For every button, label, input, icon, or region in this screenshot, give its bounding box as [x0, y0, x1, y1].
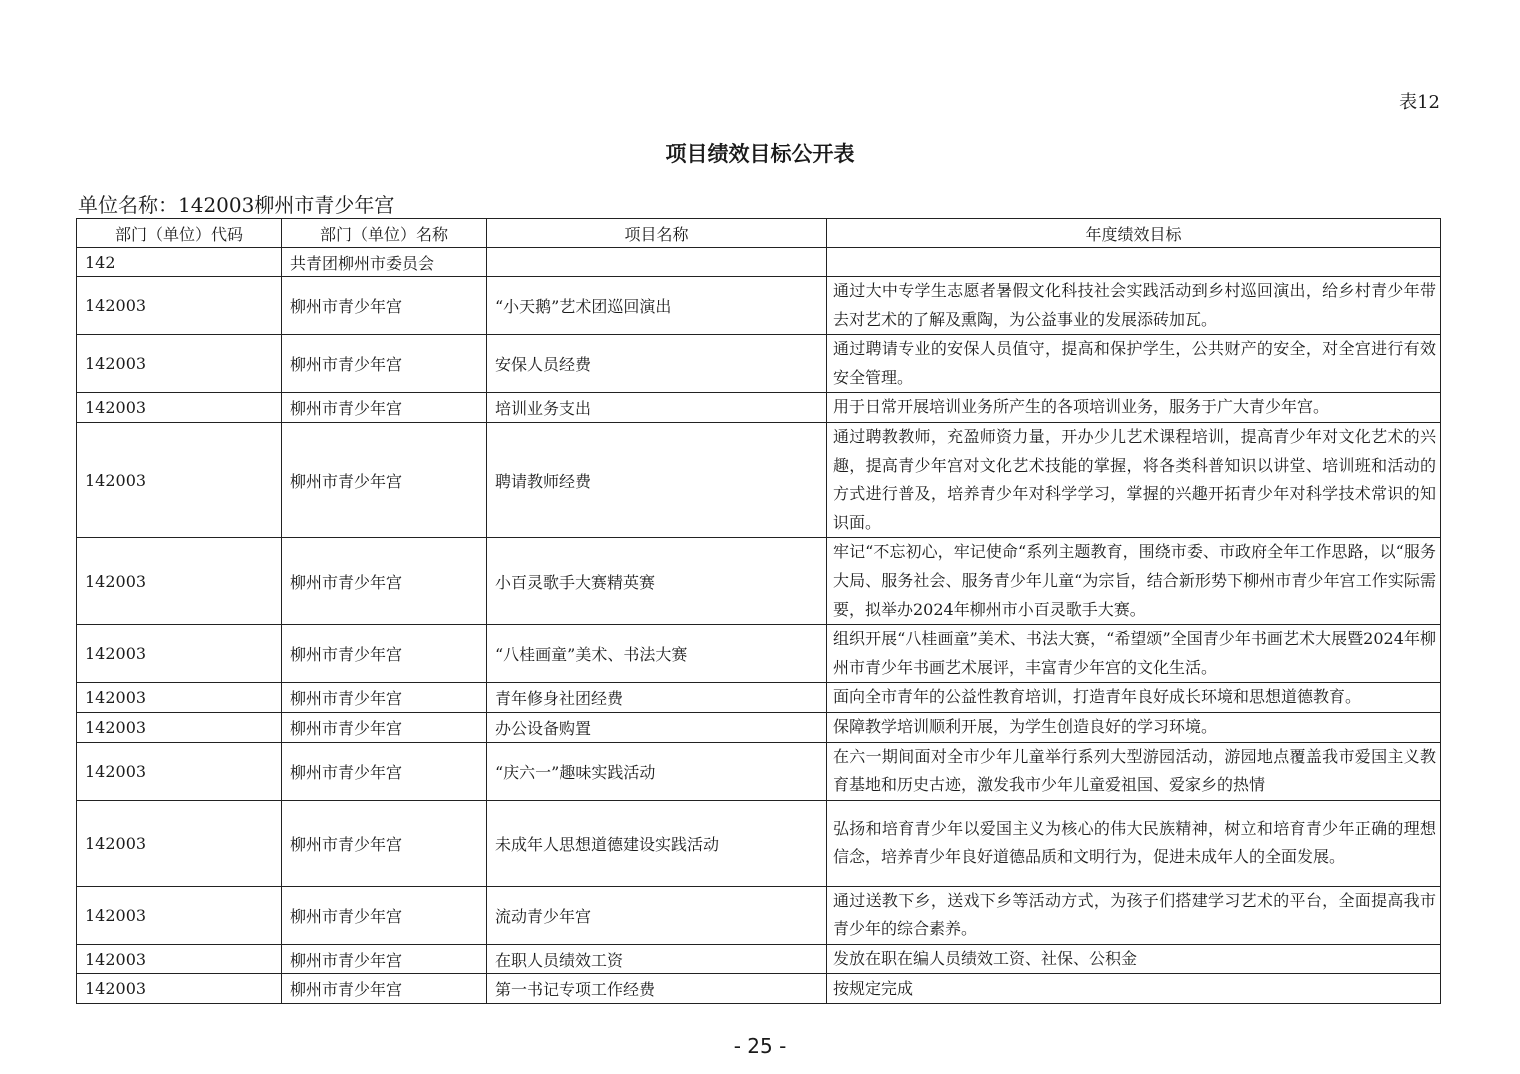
- table-row: [77, 538, 1441, 625]
- cell-goal: [827, 248, 1441, 277]
- cell-project: 聘请教师经费: [487, 422, 827, 537]
- cell-code: 142003: [77, 944, 282, 974]
- cell-project: [487, 248, 827, 277]
- cell-dept: 柳州市青少年宫: [282, 886, 487, 944]
- cell-project: “小天鹅”艺术团巡回演出: [487, 277, 827, 335]
- cell-goal: 牢记“不忘初心，牢记使命“系列主题教育，围绕市委、市政府全年工作思路，以“服务大局、服务社会、服务青少年儿童“为宗旨，结合新形势下柳州市青少年宫工作实际需要，拟举办2024年柳州市小百灵歌手大赛。: [827, 538, 1441, 625]
- table-row: [77, 393, 1441, 423]
- cell-dept: 柳州市青少年宫: [282, 393, 487, 423]
- table-row: [77, 712, 1441, 742]
- cell-code: 142003: [77, 538, 282, 625]
- cell-project: 办公设备购置: [487, 712, 827, 742]
- cell-project: 第一书记专项工作经费: [487, 974, 827, 1004]
- cell-dept: 柳州市青少年宫: [282, 538, 487, 625]
- cell-code: 142: [77, 248, 282, 277]
- cell-goal: 通过大中专学生志愿者暑假文化科技社会实践活动到乡村巡回演出，给乡村青少年带去对艺术的了解及熏陶，为公益事业的发展添砖加瓦。: [827, 277, 1441, 335]
- cell-code: 142003: [77, 393, 282, 423]
- cell-project: 青年修身社团经费: [487, 683, 827, 713]
- table-row: [77, 742, 1441, 800]
- cell-dept: 柳州市青少年宫: [282, 683, 487, 713]
- cell-project: 流动青少年宫: [487, 886, 827, 944]
- table-row: [77, 248, 1441, 277]
- cell-goal: 面向全市青年的公益性教育培训，打造青年良好成长环境和思想道德教育。: [827, 683, 1441, 713]
- table-row: [77, 944, 1441, 974]
- cell-project: 在职人员绩效工资: [487, 944, 827, 974]
- page-title: 项目绩效目标公开表: [665, 142, 855, 166]
- cell-code: 142003: [77, 335, 282, 393]
- cell-goal: 按规定完成: [827, 974, 1441, 1004]
- cell-project: “八桂画童”美术、书法大赛: [487, 625, 827, 683]
- table-row: [77, 335, 1441, 393]
- cell-project: 未成年人思想道德建设实践活动: [487, 800, 827, 886]
- cell-code: 142003: [77, 625, 282, 683]
- cell-code: 142003: [77, 683, 282, 713]
- cell-dept: 柳州市青少年宫: [282, 712, 487, 742]
- cell-code: 142003: [77, 886, 282, 944]
- performance-target-table: [76, 218, 1441, 1004]
- unit-name-label: 单位名称：142003柳州市青少年宫: [78, 193, 395, 217]
- cell-goal: 保障教学培训顺利开展，为学生创造良好的学习环境。: [827, 712, 1441, 742]
- table-row: [77, 974, 1441, 1004]
- cell-code: 142003: [77, 800, 282, 886]
- table-row: [77, 277, 1441, 335]
- cell-project: 培训业务支出: [487, 393, 827, 423]
- cell-goal: 通过聘请专业的安保人员值守，提高和保护学生，公共财产的安全，对全宫进行有效安全管理。: [827, 335, 1441, 393]
- cell-project: 小百灵歌手大赛精英赛: [487, 538, 827, 625]
- cell-code: 142003: [77, 742, 282, 800]
- cell-project: “庆六一”趣味实践活动: [487, 742, 827, 800]
- cell-code: 142003: [77, 277, 282, 335]
- cell-dept: 柳州市青少年宫: [282, 944, 487, 974]
- cell-goal: 发放在职在编人员绩效工资、社保、公积金: [827, 944, 1441, 974]
- table-row: [77, 886, 1441, 944]
- cell-dept: 柳州市青少年宫: [282, 625, 487, 683]
- cell-code: 142003: [77, 712, 282, 742]
- cell-project: 安保人员经费: [487, 335, 827, 393]
- cell-goal: 通过送教下乡，送戏下乡等活动方式，为孩子们搭建学习艺术的平台，全面提高我市青少年的综合素养。: [827, 886, 1441, 944]
- cell-dept: 柳州市青少年宫: [282, 974, 487, 1004]
- table-row: [77, 422, 1441, 537]
- cell-goal: 在六一期间面对全市少年儿童举行系列大型游园活动，游园地点覆盖我市爱国主义教育基地和历史古迹，激发我市少年儿童爱祖国、爱家乡的热情: [827, 742, 1441, 800]
- cell-dept: 柳州市青少年宫: [282, 422, 487, 537]
- column-header-dept: 部门（单位）名称: [282, 219, 487, 248]
- table-number: 表12: [1399, 92, 1440, 113]
- cell-code: 142003: [77, 422, 282, 537]
- cell-goal: 通过聘教教师，充盈师资力量，开办少儿艺术课程培训，提高青少年对文化艺术的兴趣，提高青少年宫对文化艺术技能的掌握，将各类科普知识以讲堂、培训班和活动的方式进行普及，培养青少年对科学学习，掌握的兴趣开拓青少年对科学技术常识的知识面。: [827, 422, 1441, 537]
- cell-dept: 柳州市青少年宫: [282, 800, 487, 886]
- cell-dept: 柳州市青少年宫: [282, 742, 487, 800]
- page-number: - 25 -: [733, 1034, 787, 1058]
- cell-code: 142003: [77, 974, 282, 1004]
- cell-dept: 柳州市青少年宫: [282, 277, 487, 335]
- cell-dept: 共青团柳州市委员会: [282, 248, 487, 277]
- cell-goal: 弘扬和培育青少年以爱国主义为核心的伟大民族精神，树立和培育青少年正确的理想信念，培养青少年良好道德品质和文明行为，促进未成年人的全面发展。: [827, 800, 1441, 886]
- table-row: [77, 625, 1441, 683]
- column-header-goal: 年度绩效目标: [827, 219, 1441, 248]
- cell-goal: 组织开展“八桂画童”美术、书法大赛，“希望颂”全国青少年书画艺术大展暨2024年柳州市青少年书画艺术展评，丰富青少年宫的文化生活。: [827, 625, 1441, 683]
- column-header-code: 部门（单位）代码: [77, 219, 282, 248]
- cell-goal: 用于日常开展培训业务所产生的各项培训业务，服务于广大青少年宫。: [827, 393, 1441, 423]
- table-header-row: [77, 219, 1441, 248]
- table-row: [77, 800, 1441, 886]
- cell-dept: 柳州市青少年宫: [282, 335, 487, 393]
- table-row: [77, 683, 1441, 713]
- column-header-project: 项目名称: [487, 219, 827, 248]
